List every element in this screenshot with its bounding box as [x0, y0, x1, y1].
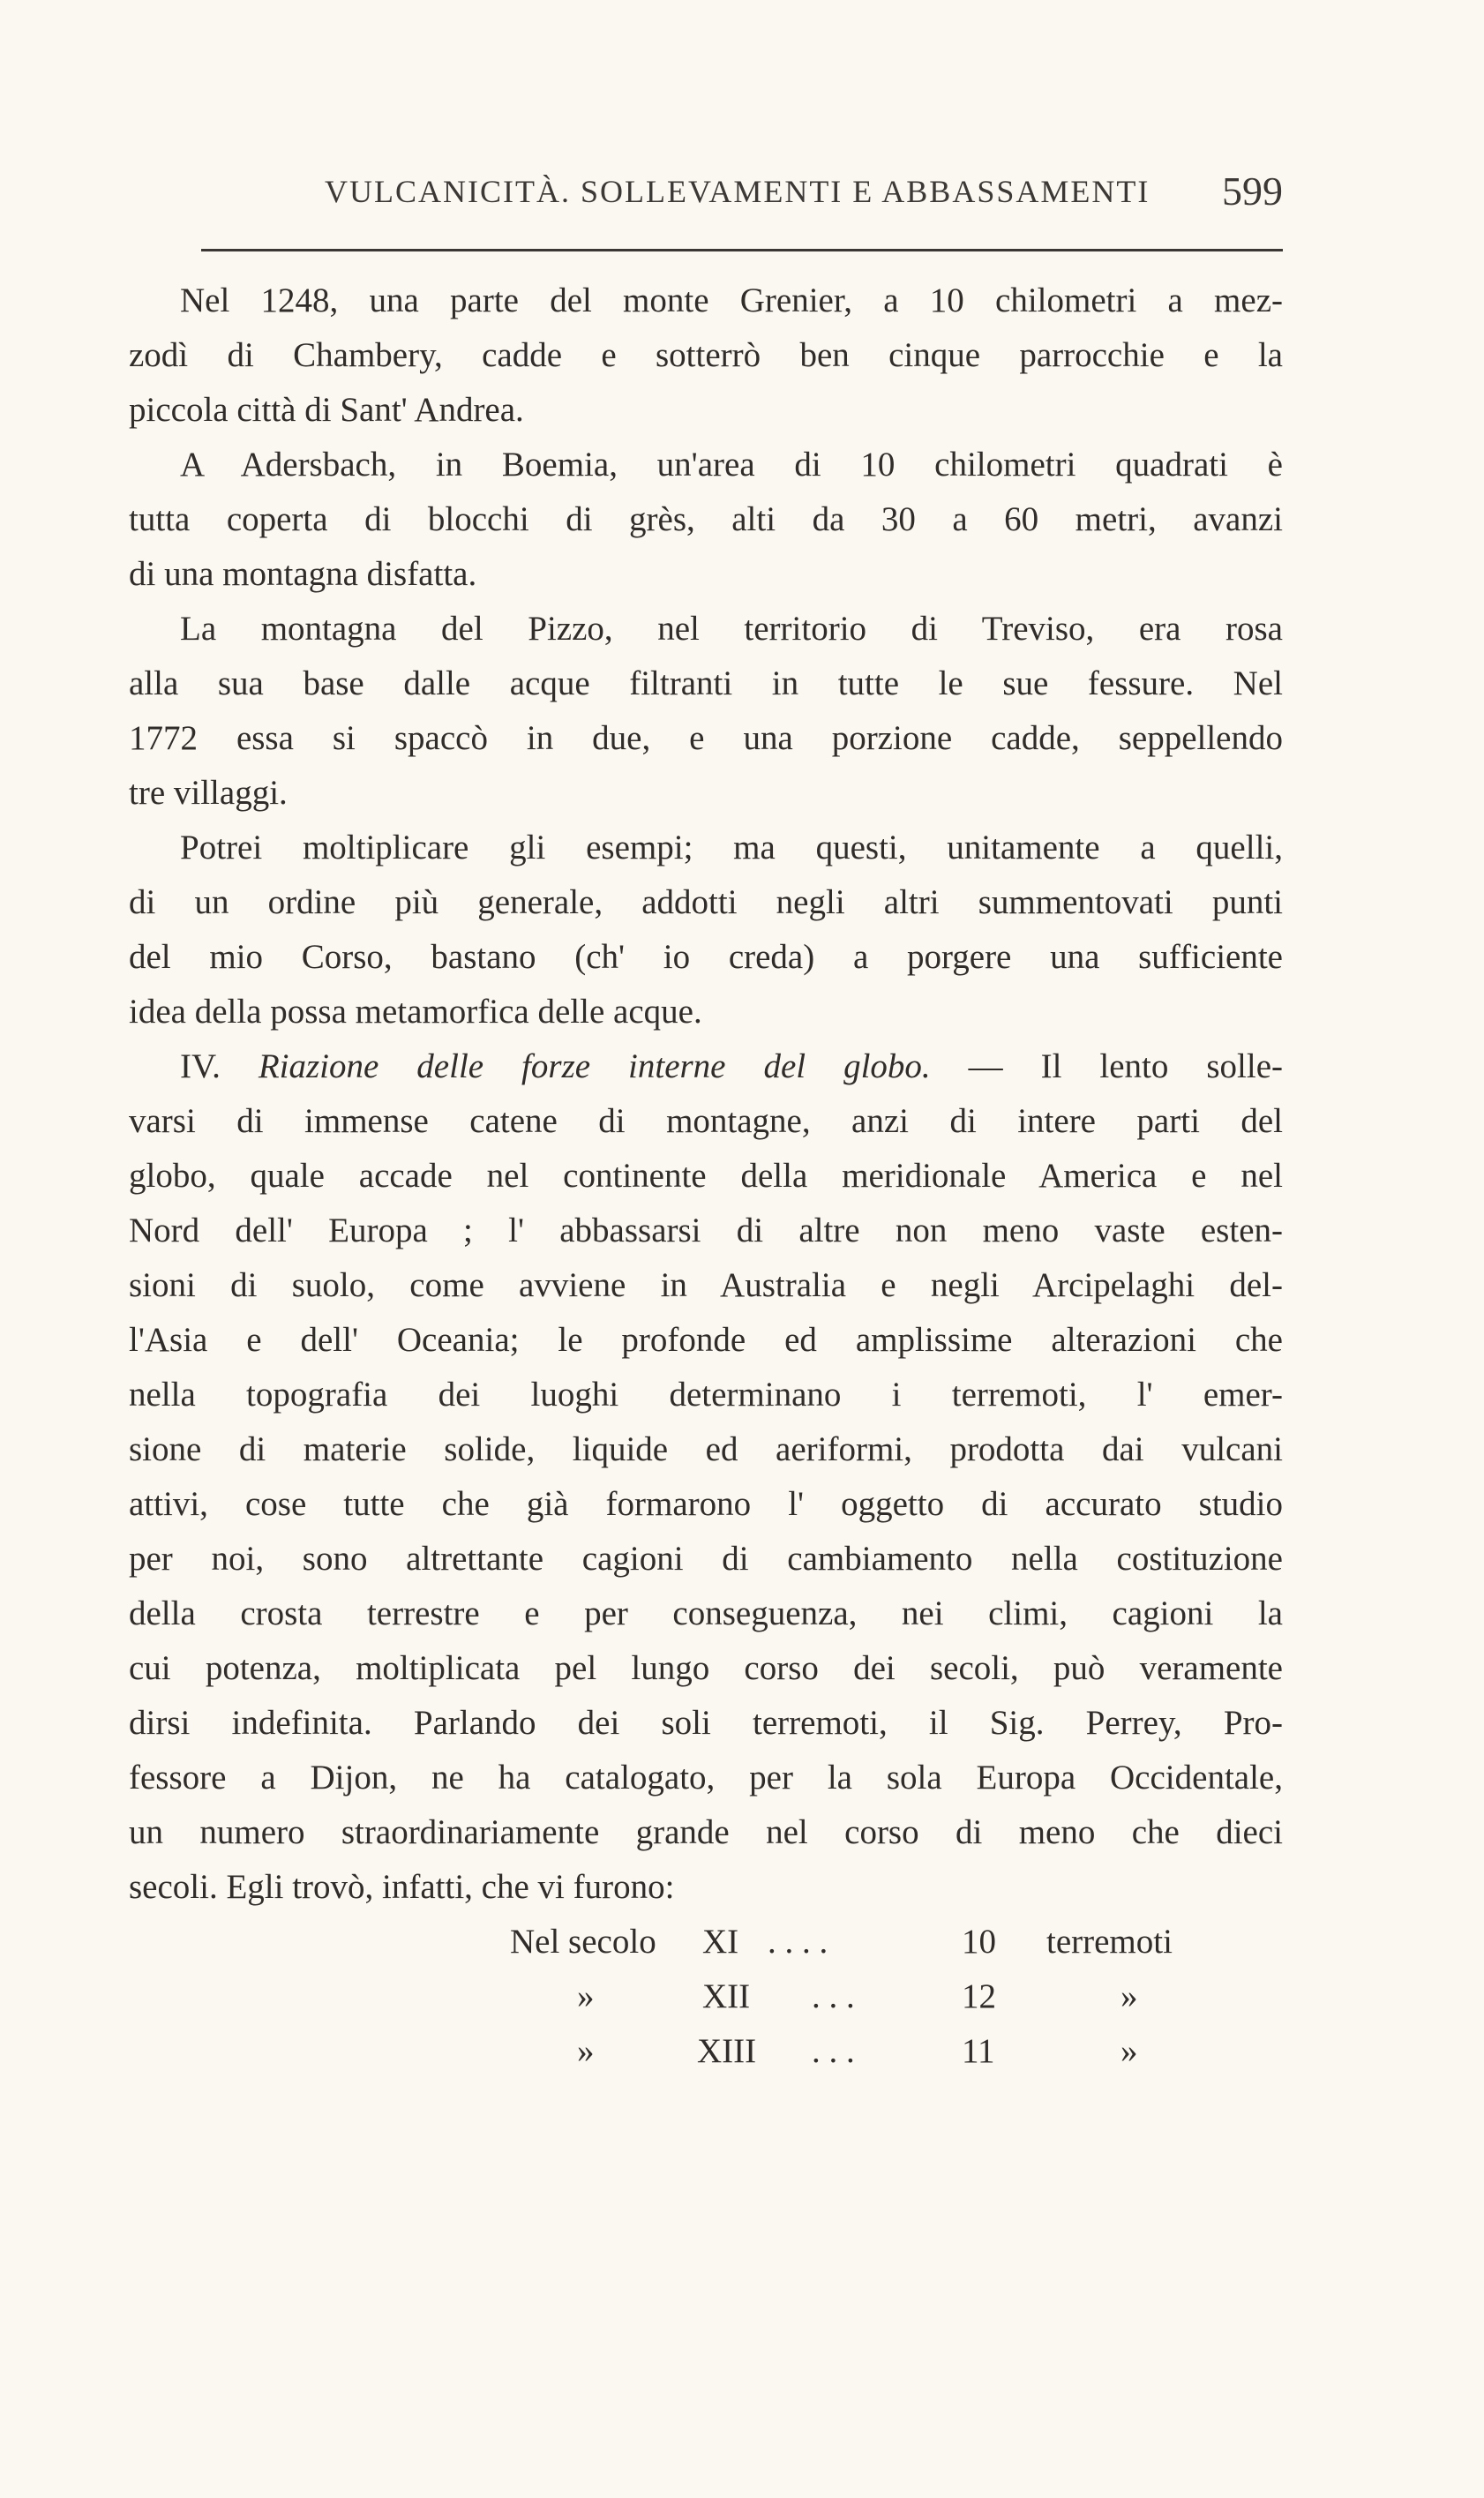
text-line: zodì di Chambery, cadde e sotterrò ben cinque parrocchie e la	[129, 336, 1283, 374]
text-line: sioni di suolo, come avviene in Australia e negli Arcipelaghi del-	[129, 1266, 1283, 1304]
table-row-century: XI	[702, 1923, 739, 1961]
table-row-lead: »	[577, 2032, 595, 2070]
table-row-count: 11	[962, 2032, 995, 2070]
section-heading-line	[129, 1039, 1283, 1094]
table-row-unit: terremoti	[1046, 1923, 1173, 1961]
table-row-century: XIII	[697, 2032, 757, 2070]
table-row-count: 10	[962, 1923, 996, 1961]
text-line: nella topografia dei luoghi determinano i terremoti, l' emer-	[129, 1376, 1283, 1414]
table-row-lead: »	[577, 1977, 595, 2015]
text-line: varsi di immense catene di montagne, anzi di intere parti del	[129, 1102, 1283, 1140]
text-line: un numero straordinariamente grande nel corso di meno che dieci	[129, 1813, 1283, 1851]
table-row-dots: . . .	[812, 2032, 855, 2070]
table-row-century: XII	[702, 1977, 751, 2015]
running-head	[201, 169, 1283, 226]
text-line: per noi, sono altrettante cagioni di cambiamento nella costituzione	[129, 1540, 1283, 1578]
text-line: sione di materie solide, liquide ed aeriformi, prodotta dai vulcani	[129, 1430, 1283, 1468]
text-line: globo, quale accade nel continente della meridionale America e nel	[129, 1157, 1283, 1195]
text-line: del mio Corso, bastano (ch' io creda) a porgere una sufficiente	[129, 938, 1283, 976]
section-number: IV.	[180, 1047, 221, 1085]
text-line: tre villaggi.	[129, 774, 288, 812]
text-line: Nord dell' Europa ; l' abbassarsi di altre non meno vaste esten-	[129, 1211, 1283, 1249]
text-line: della crosta terrestre e per conseguenza, nei climi, cagioni la	[129, 1594, 1283, 1632]
text-line: piccola città di Sant' Andrea.	[129, 391, 524, 429]
table-row-unit: »	[1120, 2032, 1138, 2070]
text-line: A Adersbach, in Boemia, un'area di 10 chilometri quadrati è	[180, 446, 1283, 484]
text-line: cui potenza, moltiplicata pel lungo corso dei secoli, può veramente	[129, 1649, 1283, 1687]
section-first-line-text: Il lento solle-	[1040, 1047, 1283, 1085]
text-line: tutta coperta di blocchi di grès, alti da 30 a 60 metri, avanzi	[129, 500, 1283, 538]
text-line: idea della possa metamorfica delle acque.	[129, 993, 702, 1031]
text-line: Potrei moltiplicare gli esempi; ma questi, unitamente a quelli,	[180, 829, 1283, 866]
text-line: attivi, cose tutte che già formarono l' oggetto di accurato studio	[129, 1485, 1283, 1523]
section-dash: —	[968, 1047, 1003, 1085]
text-line: di un ordine più generale, addotti negli altri summentovati punti	[129, 883, 1283, 921]
table-row-dots: . . .	[812, 1977, 855, 2015]
running-head-title: VULCANICITÀ. SOLLEVAMENTI E ABBASSAMENTI	[325, 174, 1150, 209]
text-line: l'Asia e dell' Oceania; le profonde ed amplissime alterazioni che	[129, 1321, 1283, 1359]
text-line: dirsi indefinita. Parlando dei soli terremoti, il Sig. Perrey, Pro-	[129, 1704, 1283, 1742]
page-number: 599	[1222, 169, 1283, 214]
body-text	[129, 274, 1283, 1915]
table-row-dots: . . . .	[768, 1923, 828, 1961]
text-line: di una montagna disfatta.	[129, 555, 477, 593]
header-rule	[201, 249, 1283, 251]
table-row-count: 12	[962, 1977, 996, 2015]
section-title: Riazione delle forze interne del globo.	[258, 1047, 931, 1085]
text-line: alla sua base dalle acque filtranti in tutte le sue fessure. Nel	[129, 664, 1283, 702]
text-line: fessore a Dijon, ne ha catalogato, per la sola Europa Occidentale,	[129, 1759, 1283, 1797]
text-line: 1772 essa si spaccò in due, e una porzione cadde, seppellendo	[129, 719, 1283, 757]
text-line: La montagna del Pizzo, nel territorio di Treviso, era rosa	[180, 610, 1283, 648]
text-line: Nel 1248, una parte del monte Grenier, a 10 chilometri a mez-	[180, 281, 1283, 319]
table-row-lead: Nel secolo	[510, 1923, 656, 1961]
table-row-unit: »	[1120, 1977, 1138, 2015]
text-line: secoli. Egli trovò, infatti, che vi furono:	[129, 1868, 675, 1906]
